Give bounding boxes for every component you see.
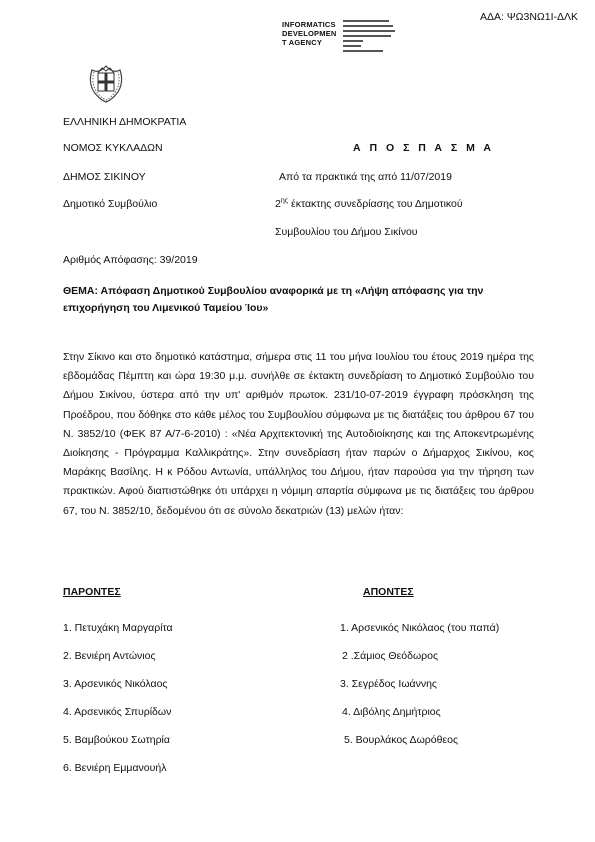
- present-member: 2. Βενιέρη Αντώνιος: [63, 650, 156, 662]
- logo-line-2: DEVELOPMEN: [282, 29, 337, 38]
- absent-member: 1. Αρσενικός Νικόλαος (του παπά): [340, 622, 500, 634]
- logo-small-print: [343, 20, 395, 62]
- absent-member: 2 .Σάμιος Θεόδωρος: [342, 650, 439, 662]
- present-member: 3. Αρσενικός Νικόλαος: [63, 678, 168, 690]
- present-member: 1. Πετυχάκη Μαργαρίτα: [63, 622, 173, 634]
- body-paragraph: Στην Σίκινο και στο δημοτικό κατάστημα, σήμερα στις 11 του μήνα Ιουλίου του έτους 2019 ημέρα της εβδομάδας Πέμπτη και ώρα 19:30 μ.μ. συνήλθε σε έκτακτη συνεδρίαση το Δημοτικό Συμβούλιο του Δήμου Σικίνου, ύστερα από την υπ' αριθμόν πρωτοκ. 231/10-07-2019 έγγραφη πρόσκληση της Προέδρου, που δόθηκε στο κάθε μέλος του Συμβουλίου σύμφωνα με τις διατάξεις του άρθρου 67 του Ν. 3852/10 (ΦΕΚ 87 Α/7-6-2010) : «Νέα Αρχιτεκτονική της Αυτοδιοίκησης και της Αποκεντρωμένης Διοίκησης - Πρόγραμμα Καλλικράτης». Στην συνεδρίαση ήταν παρών ο Δήμαρχος Σικίνου, κος Μαράκης Βασίλης. Η κ Ρόδου Αντωνία, υπάλληλος του Δήμου, ήταν παρούσα για την τήρηση των πρακτικών. Αφού διαπιστώθηκε ότι υπάρχει η νόμιμη απαρτία σύμφωνα με τις διατάξεις του άρθρου 67, του Ν. 3852/10, δεδομένου ότι σε σύνολο δεκατριών (13) μελών ήταν:: [63, 351, 534, 517]
- session-text: έκτακτης συνεδρίασης του Δημοτικού: [288, 198, 463, 210]
- country-name: ΕΛΛΗΝΙΚΗ ΔΗΜΟΚΡΑΤΙΑ: [63, 116, 187, 128]
- coat-of-arms-emblem: [86, 62, 126, 104]
- informatics-agency-logo: [282, 20, 337, 47]
- present-member: 4. Αρσενικός Σπυρίδων: [63, 706, 172, 718]
- absent-member: 3. Σεγρέδος Ιωάννης: [340, 678, 437, 690]
- subject-heading: ΘΕΜΑ: Απόφαση Δημοτικού Συμβουλίου αναφορικά με τη «Λήψη απόφασης για την επιχορήγηση του Λιμενικού Ταμείου Ίου»: [63, 285, 484, 314]
- ada-code: ΑΔΑ: ΨΩ3ΝΩ1Ι-ΔΛΚ: [480, 11, 579, 23]
- present-member: 6. Βενιέρη Εμμανουήλ: [63, 762, 167, 774]
- logo-line-3: T AGENCY: [282, 38, 323, 47]
- prefecture: ΝΟΜΟΣ ΚΥΚΛΑΔΩΝ: [63, 142, 163, 154]
- minutes-reference: Από τα πρακτικά της από 11/07/2019: [279, 171, 452, 183]
- logo-line-1: INFORMATICS: [282, 20, 336, 29]
- present-heading: ΠΑΡΟΝΤΕΣ: [63, 586, 121, 598]
- session-number: 2: [275, 198, 281, 210]
- absent-heading: ΑΠΟΝΤΕΣ: [363, 586, 414, 598]
- session-suffix: ης: [280, 197, 289, 205]
- session-description-line2: Συμβουλίου του Δήμου Σικίνου: [275, 226, 418, 238]
- session-description: [275, 198, 463, 211]
- present-member: 5. Βαμβούκου Σωτηρία: [63, 734, 170, 746]
- document-title: Α Π Ο Σ Π Α Σ Μ Α: [353, 142, 494, 154]
- council-name: Δημοτικό Συμβούλιο: [63, 198, 158, 210]
- absent-member: 4. Διβόλης Δημήτριος: [342, 706, 441, 718]
- decision-number: Αριθμός Απόφασης: 39/2019: [63, 254, 198, 266]
- municipality: ΔΗΜΟΣ ΣΙΚΙΝΟΥ: [63, 171, 146, 183]
- absent-member: 5. Βουρλάκος Δωρόθεος: [344, 734, 458, 746]
